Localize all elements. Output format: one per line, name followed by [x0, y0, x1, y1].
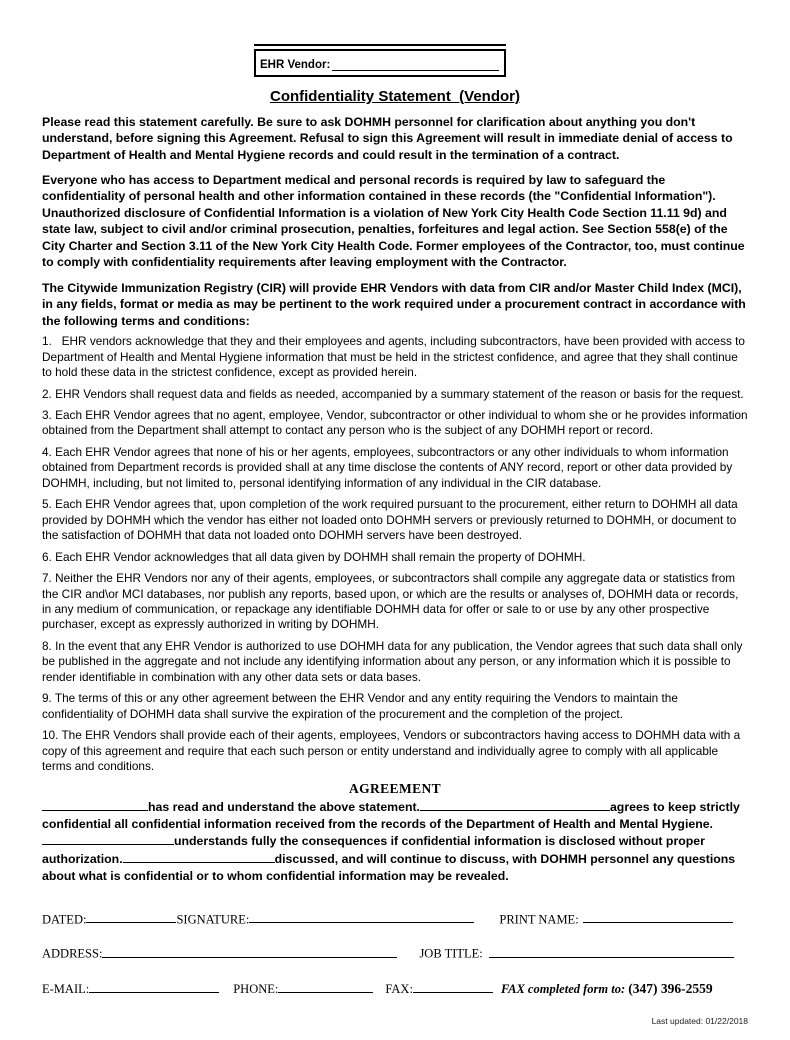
field-label: agrees to keep strictly confidential all confidential information received from the records of the Department of Health and Mental Hygiene. [42, 799, 740, 831]
terms-list [42, 334, 751, 774]
spacer [373, 992, 385, 993]
fill-in-blank[interactable] [413, 981, 493, 993]
spacer [493, 992, 501, 993]
term-item-4: 4. Each EHR Vendor agrees that none of his or her agents, employees, subcontractors or any other individuals to whom information obtained from Department records is provided shall at any time disclose the contents of ANY record, report or other data provided by DOHMH, including, but not limited to, personal identifying information of any individual in the CIR database. [42, 444, 736, 490]
spacer [474, 922, 499, 923]
fill-in-blank[interactable] [249, 912, 474, 924]
field-label: ADDRESS: [42, 947, 103, 962]
fill-in-blank[interactable] [102, 946, 397, 958]
ehr-vendor-box [254, 49, 506, 77]
ehr-vendor-fill-in-blank[interactable] [332, 56, 499, 71]
field-label: has read and understand the above statement. [148, 799, 420, 814]
intro-paragraph-2: Everyone who has access to Department medical and personal records is required by law to safeguard the confidentiality of personal health and other information contained in these records (the "Confidential Information"). Unauthorized disclosure of Confidential Information is a violation of New York City Health Code Section 11.11 9d) and state law, subject to civil and/or criminal prosecution, penalties, forfeitures and legal action. See Section 558(e) of the City Charter and Section 3.11 of the New York City Health Code. Former employees of the Contractor, too, must continue to comply with confidentiality requirements after leaving employment with the Contractor. [42, 173, 745, 270]
fill-in-blank[interactable] [583, 912, 733, 924]
top-rule [254, 44, 506, 46]
fill-in-blank[interactable] [123, 851, 275, 862]
fill-in-blank[interactable] [86, 912, 176, 924]
fill-in-blank[interactable] [42, 799, 148, 810]
fill-in-blank[interactable] [89, 981, 219, 993]
term-item-2: 2. EHR Vendors shall request data and fields as needed, accompanied by a summary statement of the reason or basis for the request. [42, 386, 744, 401]
term-item-8: 8. In the event that any EHR Vendor is authorized to use DOHMH data for any publication, the Vendor agrees that such data shall only be published in the aggregate and not include any identifying information about any person, or any information which it is possible to render identifiable in combination with any other data sets or data bases. [42, 638, 746, 684]
intro-paragraph-1: Please read this statement carefully. Be sure to ask DOHMH personnel for clarification about anything you don't understand, before signing this Agreement. Refusal to sign this Agreement will result in immediate denial of access to Department of Health and Mental Hygiene records and could result in the termination of a contract. [42, 114, 733, 162]
ehr-vendor-label: EHR Vendor: [260, 58, 331, 71]
term-item-5: 5. Each EHR Vendor agrees that, upon completion of the work required pursuant to the procurement, either return to DOHMH all data provided by DOHMH which the vendor has either not loaded onto DOHMH servers or previously returned to DOHMH, or document to the satisfaction of DOHMH that data not loaded onto DOHMH servers have been destroyed. [42, 497, 742, 543]
fill-in-blank[interactable] [278, 981, 373, 993]
field-label: JOB TITLE: [419, 947, 483, 962]
term-item-6: 6. Each EHR Vendor acknowledges that all data given by DOHMH shall remain the property of DOHMH. [42, 549, 586, 564]
term-item-3: 3. Each EHR Vendor agrees that no agent, employee, Vendor, subcontractor or other individual to whom she or he provides information obtained from the Department shall attempt to contact any person who is the subject of any DOHMH report or record. [42, 408, 751, 438]
field-label: understands fully the consequences if confidential information is disclosed without proper authorization. [42, 834, 705, 866]
spacer [397, 957, 419, 958]
term-item-7: 7. Neither the EHR Vendors nor any of their agents, employees, or subcontractors shall compile any aggregate data or statistics from the CIR and\or MCI databases, nor publish any reports, based upon, or which are the results or analyses of, DOHMH data or records, in any medium of communication, or repackage any identifiable DOHMH data for offer or sale to or use by any other prospective purchaser, except as expressly authorized in writing by DOHMH. [42, 571, 742, 632]
agreement-heading: AGREEMENT [348, 780, 442, 796]
field-label: DATED: [42, 912, 87, 927]
signature-row-dated [42, 912, 748, 928]
field-label: PRINT NAME: [499, 912, 579, 927]
field-label: PHONE: [233, 982, 279, 997]
last-updated-note: Last updated: 01/22/2018 [651, 1016, 748, 1027]
term-item-1: 1. EHR vendors acknowledge that they and their employees and agents, including subcontractors, have been provided with access to Department of Health and Mental Hygiene information that must be held in the strictest confidence, and agree that they shall continue to hold these data in the strictest confidence, except as provided herein. [42, 334, 749, 380]
signature-row-contact [42, 981, 748, 997]
agreement-paragraph [42, 799, 748, 886]
page-title: Confidentiality Statement (Vendor) [269, 87, 521, 105]
term-item-9: 9. The terms of this or any other agreement between the EHR Vendor and any entity requiring the Vendors to maintain the confidentiality of DOHMH data shall survive the expiration of the procurement and the completion of the project. [42, 691, 682, 721]
term-item-10: 10. The EHR Vendors shall provide each of their agents, employees, Vendors or subcontractors having access to DOHMH data with a copy of this agreement and require that each such person or entity understand and individually agree to comply with all applicable terms and conditions. [42, 728, 744, 774]
field-label: SIGNATURE: [176, 912, 250, 927]
spacer [219, 992, 233, 993]
fill-in-blank[interactable] [420, 799, 610, 810]
fill-in-blank[interactable] [42, 834, 174, 845]
fax-instruction-label: FAX completed form to: [500, 982, 629, 997]
field-label: E-MAIL: [42, 982, 90, 997]
fill-in-blank[interactable] [489, 946, 734, 958]
field-label: discussed, and will continue to discuss, with DOHMH personnel any questions about what is confidential or to whom confidential information may be revealed. [42, 851, 736, 884]
signature-row-address [42, 946, 748, 962]
terms-intro-paragraph: The Citywide Immunization Registry (CIR) will provide EHR Vendors with data from CIR and/or Master Child Index (MCI), in any fields, format or media as may be pertinent to the work required under a procurement contract in accordance with the following terms and conditions: [42, 280, 746, 328]
field-label: FAX: [385, 982, 413, 997]
fax-number: (347) 396-2559 [628, 981, 713, 997]
